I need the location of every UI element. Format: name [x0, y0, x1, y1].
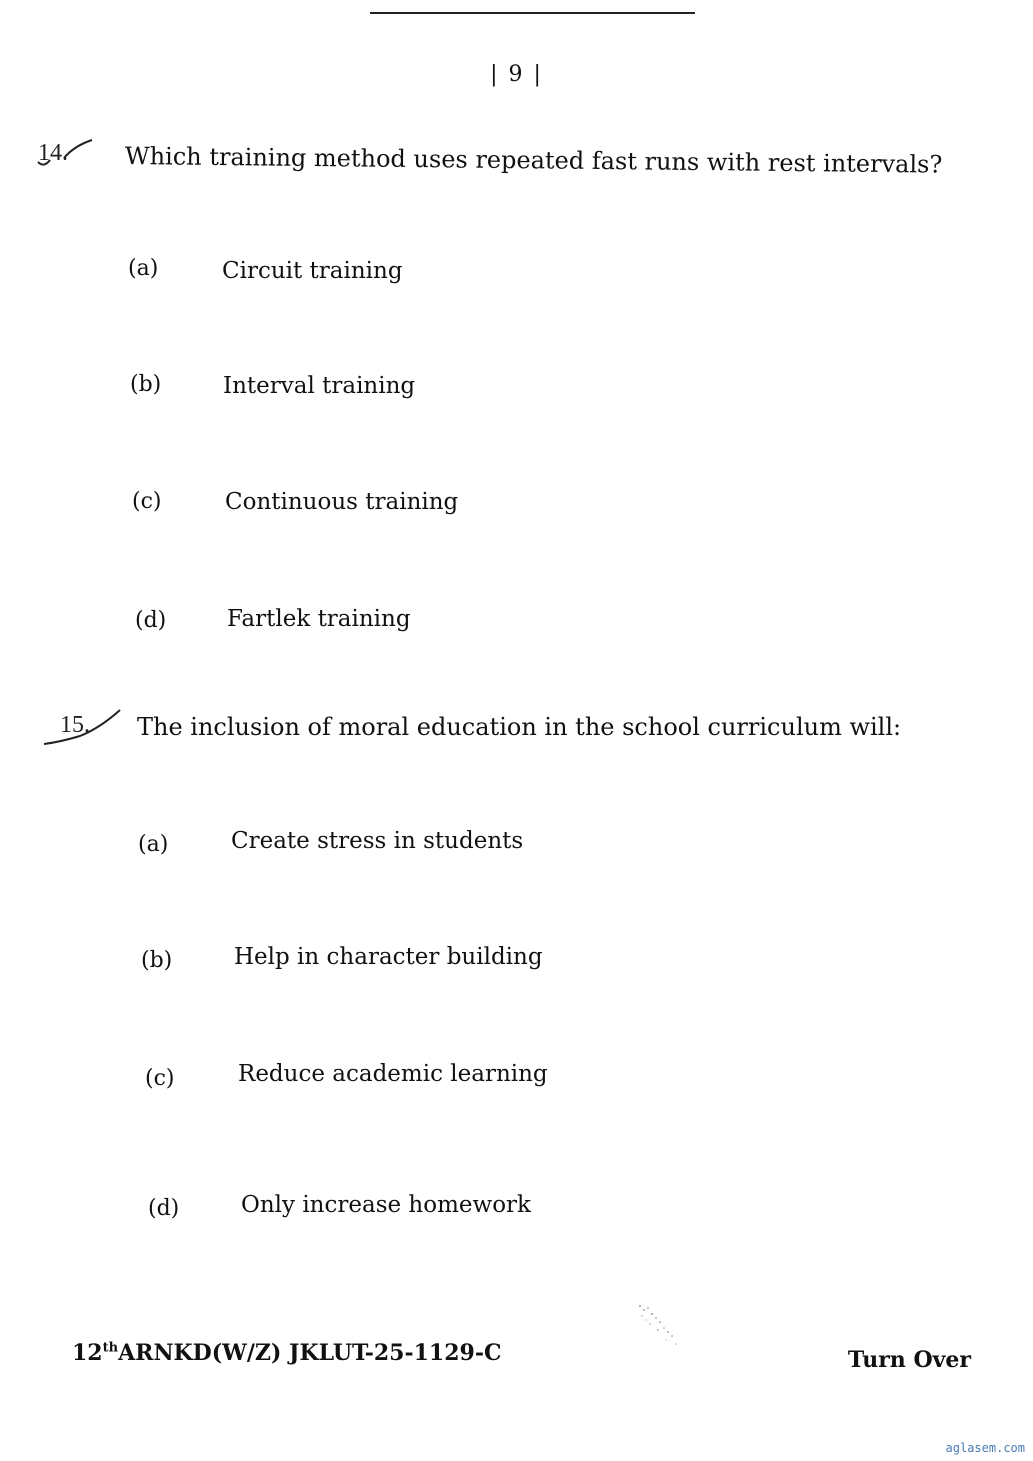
question-text: The inclusion of moral education in the school curriculum will: [137, 713, 902, 741]
option-text: Help in character building [234, 944, 543, 970]
paper-code-superscript: th [102, 1340, 119, 1356]
option-label: (c) [145, 1066, 175, 1091]
turn-over-label: Turn Over [847, 1347, 971, 1373]
option-label: (b) [141, 948, 173, 973]
option-text: Only increase homework [241, 1192, 531, 1218]
top-rule [370, 12, 695, 14]
option-label: (a) [138, 832, 169, 857]
option-text: Reduce academic learning [238, 1061, 548, 1087]
check-tick-icon [34, 136, 96, 170]
option-label: (c) [132, 489, 162, 514]
option-label: (d) [148, 1196, 180, 1221]
question-number: 14. [38, 140, 68, 166]
paper-code-prefix: 12 [72, 1340, 103, 1366]
option-text: Interval training [223, 373, 416, 399]
watermark: aglasem.com [945, 1441, 1025, 1455]
question-text: Which training method uses repeated fast runs with rest intervals? [124, 142, 943, 179]
paper-code-rest: ARNKD(W/Z) JKLUT-25-1129-C [118, 1340, 502, 1366]
option-text: Fartlek training [227, 606, 411, 632]
option-text: Continuous training [225, 489, 459, 515]
page-number: | 9 | [490, 62, 543, 87]
option-text: Circuit training [222, 258, 403, 284]
check-tick-icon [40, 706, 124, 750]
option-text: Create stress in students [231, 828, 524, 854]
paper-code [72, 1340, 502, 1366]
option-label: (d) [135, 608, 167, 633]
question-number: 15. [60, 712, 90, 738]
scan-noise [630, 1300, 700, 1360]
option-label: (b) [130, 372, 162, 397]
option-label: (a) [128, 256, 159, 281]
